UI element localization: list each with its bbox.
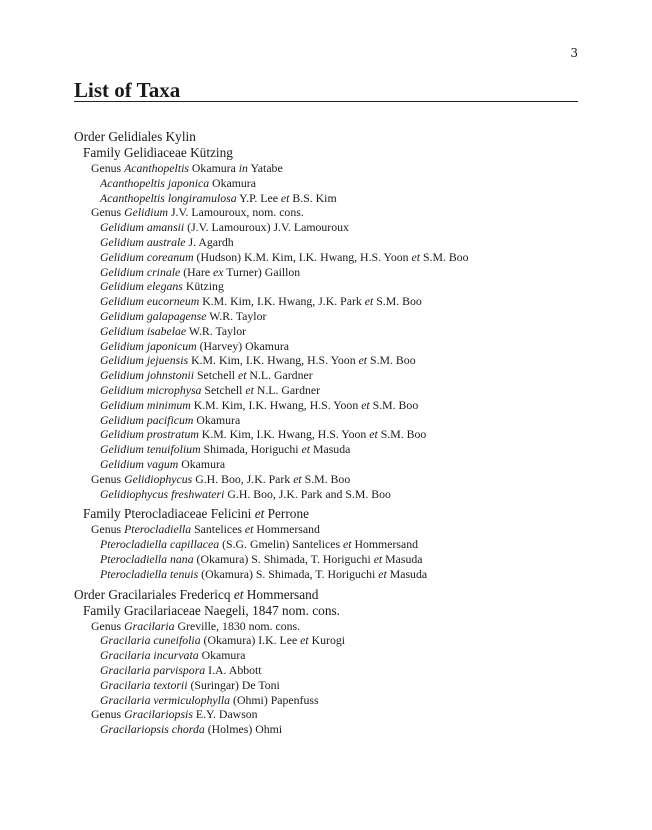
taxon-italic-text: et (361, 397, 370, 412)
taxon-text: S.M. Boo (301, 471, 351, 486)
taxon-species (74, 663, 578, 678)
taxon-text: (Okamura) S. Shimada, T. Horiguchi (198, 566, 379, 581)
taxon-text: N.L. Gardner (246, 368, 313, 383)
taxon-italic-text: et (411, 249, 421, 264)
taxon-text: Masuda (310, 442, 351, 457)
taxon-italic-text: Acanthopeltis longiramulosa (100, 190, 237, 205)
taxon-species (74, 442, 578, 457)
taxon-italic-text: et (280, 190, 290, 205)
taxon-text: Genus (91, 471, 125, 486)
taxon-text: Genus (91, 618, 125, 633)
taxon-italic-text: et (343, 537, 352, 552)
taxon-text: G.H. Boo, J.K. Park and S.M. Boo (224, 486, 391, 501)
taxon-text: S.M. Boo (373, 294, 422, 309)
taxon-italic-text: et (358, 353, 368, 368)
taxon-text: K.M. Kim, I.K. Hwang, H.S. Yoon (198, 427, 370, 442)
taxon-italic-text: Gelidium johnstonii (100, 368, 195, 383)
taxon-text: Turner) Gaillon (223, 264, 301, 279)
taxon-text: Shimada, Horiguchi (200, 442, 302, 457)
taxon-text: Greville, 1830 nom. cons. (174, 618, 301, 633)
taxon-species (74, 176, 578, 191)
taxon-italic-text: Gracilaria vermiculophylla (100, 692, 231, 707)
taxon-italic-text: Gelidium japonicum (100, 338, 197, 353)
taxon-text: Setchell (194, 368, 238, 383)
taxon-italic-text: Gelidiophycus freshwateri (100, 486, 225, 501)
taxon-italic-text: Gelidium jejuensis (100, 353, 189, 368)
taxon-italic-text: Gelidium minimum (100, 397, 191, 412)
taxon-text: (Harvey) Okamura (196, 338, 290, 353)
taxon-species (74, 383, 578, 398)
taxon-species (74, 250, 578, 265)
taxon-text: (Suringar) De Toni (187, 677, 280, 692)
taxon-italic-text: et (293, 471, 302, 486)
taxon-species (74, 537, 578, 552)
taxon-text: G.H. Boo, J.K. Park (192, 471, 294, 486)
taxon-italic-text: et (254, 506, 265, 522)
taxon-text: Order Gelidiales Kylin (74, 129, 196, 144)
taxon-italic-text: Gelidium australe (100, 234, 186, 249)
taxon-italic-text: Gelidium isabelae (100, 323, 187, 338)
taxon-italic-text: et (233, 586, 244, 602)
taxon-species (74, 220, 578, 235)
taxon-text: Hommersand (243, 586, 319, 602)
taxon-text: (Holmes) Ohmi (204, 722, 283, 737)
taxon-text: Genus (91, 707, 125, 722)
taxon-text: I.A. Abbott (205, 662, 262, 677)
taxon-family (74, 145, 578, 161)
taxon-species (74, 693, 578, 708)
taxon-species (74, 552, 578, 567)
taxon-italic-text: Gelidium eucorneum (100, 294, 200, 309)
taxon-italic-text: Acanthopeltis japonica (100, 175, 210, 190)
taxon-italic-text: et (237, 368, 247, 383)
taxon-text: (Hare (180, 264, 214, 279)
taxon-italic-text: Pterocladiella capillacea (100, 537, 220, 552)
taxon-text: K.M. Kim, I.K. Hwang, H.S. Yoon (188, 353, 359, 368)
taxon-italic-text: et (369, 427, 378, 442)
taxon-species (74, 633, 578, 648)
taxon-text: E.Y. Dawson (192, 707, 258, 722)
taxon-italic-text: Gracilaria cuneifolia (100, 633, 201, 648)
taxon-family (74, 506, 578, 522)
taxon-species (74, 413, 578, 428)
taxon-text: W.R. Taylor (186, 323, 247, 338)
taxon-text: (Okamura) S. Shimada, T. Horiguchi (193, 551, 374, 566)
taxon-species (74, 678, 578, 693)
taxon-text: (S.G. Gmelin) Santelices (219, 537, 343, 552)
taxon-text: Hommersand (351, 537, 419, 552)
taxon-species (74, 324, 578, 339)
taxon-text: (Okamura) I.K. Lee (200, 633, 301, 648)
taxon-species (74, 487, 578, 502)
taxon-italic-text: Gelidium elegans (100, 279, 183, 294)
taxon-italic-text: Pterocladiella (124, 522, 192, 537)
taxon-species (74, 279, 578, 294)
taxon-italic-text: Gelidium coreanum (100, 249, 194, 264)
taxon-species (74, 265, 578, 280)
taxon-genus (74, 161, 578, 176)
taxon-italic-text: Gelidiophycus (124, 471, 193, 486)
taxon-text: S.M. Boo (367, 353, 416, 368)
taxon-text: Family Gelidiaceae Kützing (83, 145, 233, 160)
taxon-species (74, 648, 578, 663)
taxon-order (74, 587, 578, 603)
taxon-italic-text: Gelidium pacificum (100, 412, 194, 427)
taxon-italic-text: Gelidium amansii (100, 220, 185, 235)
taxon-text: Family Pterocladiaceae Felicini (83, 506, 255, 522)
taxon-genus (74, 522, 578, 537)
taxon-species (74, 294, 578, 309)
taxon-species (74, 457, 578, 472)
taxon-text: N.L. Gardner (253, 382, 321, 397)
taxon-italic-text: Gelidium prostratum (100, 427, 199, 442)
taxon-text: Yatabe (247, 161, 283, 175)
taxon-text: Okamura (198, 648, 246, 663)
taxon-italic-text: Gracilariopsis (124, 707, 193, 722)
taxon-text: Masuda (386, 566, 428, 581)
taxon-italic-text: et (301, 442, 311, 457)
taxon-genus (74, 707, 578, 722)
taxon-italic-text: Gelidium vagum (100, 456, 179, 471)
taxon-text: Okamura (193, 412, 241, 427)
taxon-family (74, 603, 578, 619)
taxon-text: (Hudson) K.M. Kim, I.K. Hwang, H.S. Yoon (193, 249, 412, 264)
taxon-species (74, 398, 578, 413)
taxon-species (74, 427, 578, 442)
taxon-italic-text: et (244, 522, 254, 537)
taxon-italic-text: et (300, 633, 309, 648)
taxon-italic-text: Gracilariopsis chorda (100, 722, 205, 737)
taxon-text: Okamura (178, 456, 226, 471)
page-number: 3 (570, 46, 578, 60)
taxa-list (74, 129, 578, 737)
taxon-text: S.M. Boo (377, 427, 427, 442)
taxon-text: S.M. Boo (369, 397, 419, 412)
taxon-italic-text: Pterocladiella tenuis (100, 566, 199, 581)
taxon-text: (Ohmi) Papenfuss (230, 692, 319, 707)
taxon-text: Genus (91, 522, 125, 537)
taxon-text: B.S. Kim (289, 190, 337, 205)
taxon-genus (74, 472, 578, 487)
taxon-text: Kurogi (308, 633, 346, 648)
taxon-species (74, 191, 578, 206)
taxon-text: W.R. Taylor (206, 308, 267, 323)
taxon-species (74, 235, 578, 250)
taxon-text: Hommersand (253, 522, 320, 537)
taxon-text: (J.V. Lamouroux) J.V. Lamouroux (184, 220, 349, 235)
taxon-text: Genus (91, 205, 125, 220)
taxon-italic-text: et (245, 382, 254, 397)
taxon-species (74, 722, 578, 737)
taxon-italic-text: Gelidium crinale (100, 264, 181, 279)
taxon-italic-text: in (238, 161, 248, 175)
taxon-text: Y.P. Lee (236, 190, 281, 205)
taxon-text: Kützing (182, 279, 224, 294)
taxon-italic-text: et (373, 551, 383, 566)
taxon-text: Perrone (264, 506, 309, 522)
taxon-italic-text: et (378, 566, 387, 581)
taxon-text: S.M. Boo (420, 249, 469, 264)
taxon-text: Genus (91, 161, 125, 175)
taxon-text: J. Agardh (185, 234, 234, 249)
taxon-italic-text: Gelidium (124, 205, 168, 220)
taxon-genus (74, 619, 578, 634)
taxon-text: Okamura (188, 161, 239, 175)
taxon-italic-text: Gracilaria incurvata (100, 648, 199, 663)
taxon-text: K.M. Kim, I.K. Hwang, H.S. Yoon (190, 397, 362, 412)
taxon-text: Santelices (191, 522, 245, 537)
taxon-text: K.M. Kim, I.K. Hwang, J.K. Park (199, 294, 365, 309)
taxon-italic-text: Gracilaria (124, 618, 175, 633)
taxon-species (74, 368, 578, 383)
taxon-text: Setchell (201, 382, 246, 397)
taxon-text: Okamura (209, 175, 256, 190)
taxon-text: Order Gracilariales Fredericq (74, 586, 234, 602)
title-rule (74, 101, 578, 102)
taxon-text: Family Gracilariaceae Naegeli, 1847 nom. cons. (83, 602, 340, 618)
taxon-order (74, 129, 578, 145)
taxon-italic-text: Gelidium tenuifolium (100, 442, 201, 457)
taxon-italic-text: et (364, 294, 374, 309)
taxon-italic-text: Gracilaria textorii (100, 677, 188, 692)
taxon-italic-text: Gelidium microphysa (100, 382, 202, 397)
page-title: List of Taxa (74, 78, 181, 102)
taxon-genus (74, 205, 578, 220)
taxon-species (74, 567, 578, 582)
taxon-italic-text: Gelidium galapagense (100, 308, 207, 323)
taxon-italic-text: Pterocladiella nana (100, 551, 194, 566)
taxon-italic-text: Gracilaria parvispora (100, 662, 206, 677)
taxon-species (74, 309, 578, 324)
taxon-species (74, 339, 578, 354)
taxon-species (74, 353, 578, 368)
taxon-italic-text: ex (213, 264, 224, 279)
taxon-text: Masuda (382, 551, 423, 566)
taxon-text: J.V. Lamouroux, nom. cons. (168, 205, 304, 220)
taxon-italic-text: Acanthopeltis (124, 161, 189, 175)
